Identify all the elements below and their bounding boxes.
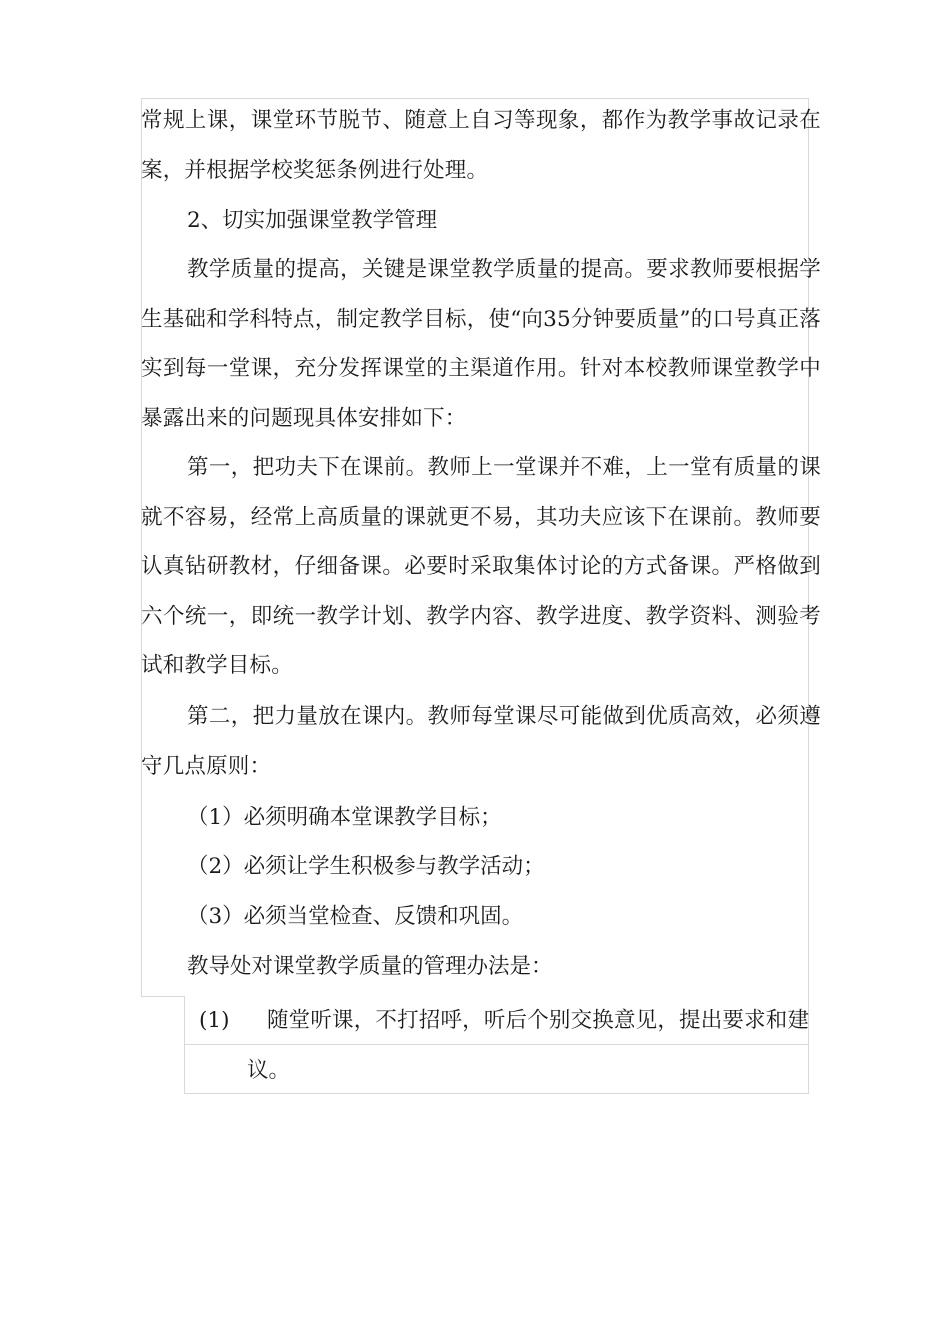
principle-item: （2）必须让学生积极参与教学活动；: [187, 854, 545, 879]
principle-item: （3）必须当堂检查、反馈和巩固。: [187, 904, 524, 929]
method-item-number: (1): [199, 1008, 230, 1033]
section-heading: 2、切实加强课堂教学管理: [187, 208, 438, 233]
methods-intro: 教导处对课堂教学质量的管理办法是：: [187, 954, 553, 979]
quality-paragraph: 教学质量的提高，关键是课堂教学质量的提高。要求教师要根据学生基础和学科特点，制定教学目标，使“向35分钟要质量”的口号真正落实到每一堂课，充分发挥课堂的主渠道作用。针对本校教师课堂教学中暴露出来的问题现具体安排如下：: [141, 257, 821, 431]
method-item-text: 随堂听课，不打招呼，听后个别交换意见，提出要求和建议。: [247, 1008, 809, 1083]
frame-inner-left: [184, 996, 185, 1094]
first-point-paragraph: 第一，把功夫下在课前。教师上一堂课并不难，上一堂有质量的课就不容易，经常上高质量的课就更不易，其功夫应该下在课前。教师要认真钻研教材，仔细备课。必要时采取集体讨论的方式备课。严格做到六个统一，即统一教学计划、教学内容、教学进度、教学资料、测验考试和教学目标。: [141, 455, 821, 678]
second-point-paragraph: 第二，把力量放在课内。教师每堂课尽可能做到优质高效，必须遵守几点原则：: [141, 704, 821, 779]
frame-border-mid: [141, 996, 184, 997]
intro-paragraph: 常规上课，课堂环节脱节、随意上自习等现象，都作为教学事故记录在案，并根据学校奖惩条例进行处理。: [141, 108, 821, 183]
principle-item: （1）必须明确本堂课教学目标；: [187, 805, 502, 830]
